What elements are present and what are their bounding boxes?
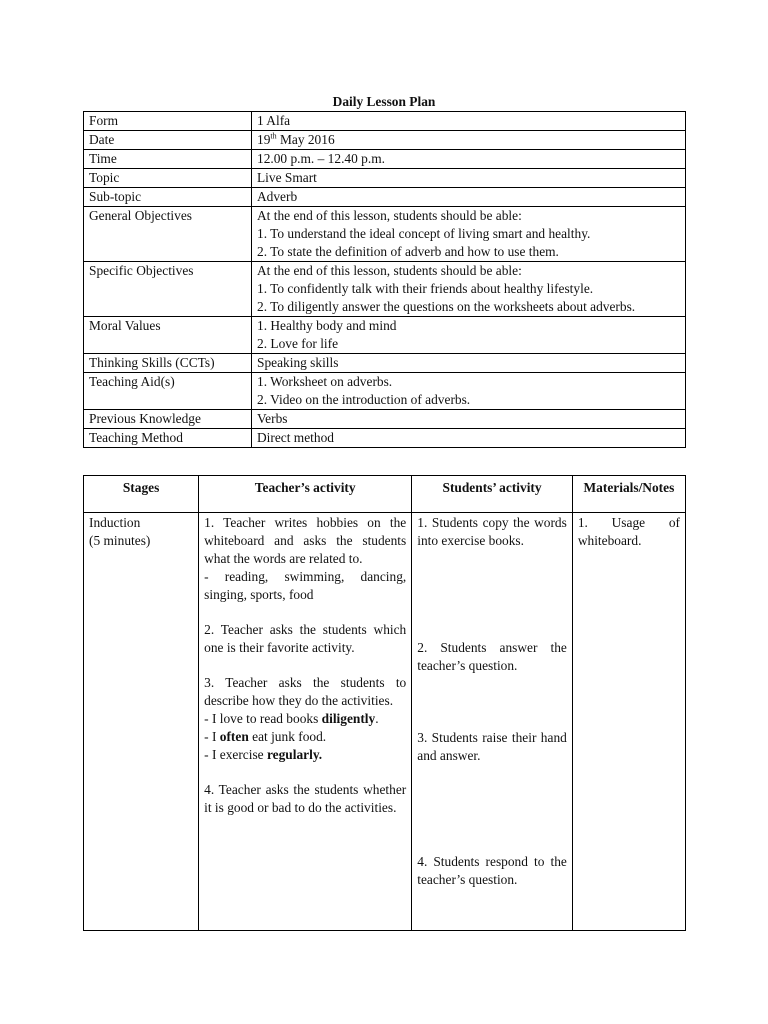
teacher-step-3: 3. Teacher asks the students to describe how they do the activities. [204,675,407,708]
stages-header: Stages [84,476,199,513]
example-text: - I [204,729,220,744]
student-step-2: 2. Students answer the teacher’s question. [417,640,567,673]
date-label: Date [84,131,252,150]
table-row [84,131,686,150]
materials-cell [572,513,685,931]
general-objectives-value [252,207,686,262]
table-row [84,207,686,262]
thinking-skills-label: Thinking Skills (CCTs) [84,354,252,373]
lesson-info-table [83,111,686,448]
table-header-row [84,476,686,513]
example-adverb: regularly. [266,747,323,762]
teaching-aids-value [252,373,686,410]
spacer [204,764,406,781]
topic-label: Topic [84,169,252,188]
specific-objective-line: 1. To confidently talk with their friends about healthy lifestyle. [257,281,594,296]
table-row [84,410,686,429]
general-objectives-label: General Objectives [84,207,252,262]
lesson-stages-table [83,475,686,931]
form-label: Form [84,112,252,131]
teaching-aids-label: Teaching Aid(s) [84,373,252,410]
stage-cell [84,513,199,931]
example-sentence-2 [204,728,406,746]
example-sentence-3 [204,746,406,764]
materials-header: Materials/Notes [572,476,685,513]
page-title: Daily Lesson Plan [332,94,436,109]
subtopic-value: Adverb [252,188,686,207]
students-activity-cell [412,513,573,931]
teacher-step-1-list: - reading, swimming, dancing, singing, sports, food [204,569,407,602]
student-step-4: 4. Students respond to the teacher’s question. [417,854,567,887]
table-row [84,317,686,354]
moral-values-label: Moral Values [84,317,252,354]
table-row [84,262,686,317]
example-adverb: often [219,729,249,744]
time-label: Time [84,150,252,169]
example-text: . [375,711,379,726]
subtopic-label: Sub-topic [84,188,252,207]
previous-knowledge-value: Verbs [252,410,686,429]
table-row [84,188,686,207]
moral-value-line: 1. Healthy body and mind [257,318,397,333]
date-value [252,131,686,150]
teacher-step-1: 1. Teacher writes hobbies on the whiteboard and asks the students what the words are related to. [204,515,407,566]
students-activity-header: Students’ activity [412,476,573,513]
specific-objectives-value [252,262,686,317]
stage-name: Induction [89,515,141,530]
example-sentence-1 [204,710,406,728]
date-suffix: th [270,131,277,141]
moral-value-line: 2. Love for life [257,336,339,351]
previous-knowledge-label: Previous Knowledge [84,410,252,429]
teaching-aid-line: 2. Video on the introduction of adverbs. [257,392,471,407]
specific-objective-line: 2. To diligently answer the questions on the worksheets about adverbs. [257,299,636,314]
table-row [84,112,686,131]
general-objective-line: At the end of this lesson, students should be able: [257,208,522,223]
student-step-1: 1. Students copy the words into exercise books. [417,515,567,548]
table-row [84,150,686,169]
example-text: eat junk food. [248,729,327,744]
example-adverb: diligently [321,711,376,726]
table-row [84,513,686,931]
teaching-method-label: Teaching Method [84,429,252,448]
teacher-step-2: 2. Teacher asks the students which one is their favorite activity. [204,622,407,655]
thinking-skills-value: Speaking skills [252,354,686,373]
form-value: 1 Alfa [252,112,686,131]
date-rest: May 2016 [276,132,335,147]
date-day: 19 [257,132,271,147]
table-row [84,169,686,188]
stage-duration: (5 minutes) [89,533,151,548]
teacher-activity-header: Teacher’s activity [199,476,412,513]
spacer [204,657,406,674]
table-row [84,429,686,448]
general-objective-line: 1. To understand the ideal concept of living smart and healthy. [257,226,591,241]
time-value: 12.00 p.m. – 12.40 p.m. [252,150,686,169]
table-row [84,354,686,373]
teacher-activity-cell [199,513,412,931]
teaching-method-value: Direct method [252,429,686,448]
teaching-aid-line: 1. Worksheet on adverbs. [257,374,393,389]
specific-objective-line: At the end of this lesson, students should be able: [257,263,522,278]
topic-value: Live Smart [252,169,686,188]
example-text: - I love to read books [204,711,322,726]
teacher-step-4: 4. Teacher asks the students whether it is good or bad to do the activities. [204,782,407,815]
spacer [204,604,406,621]
student-step-3: 3. Students raise their hand and answer. [417,730,567,763]
moral-values-value [252,317,686,354]
general-objective-line: 2. To state the definition of adverb and how to use them. [257,244,559,259]
example-text: - I exercise [204,747,267,762]
specific-objectives-label: Specific Objectives [84,262,252,317]
material-note-1: 1. Usage of whiteboard. [577,515,680,548]
table-row [84,373,686,410]
